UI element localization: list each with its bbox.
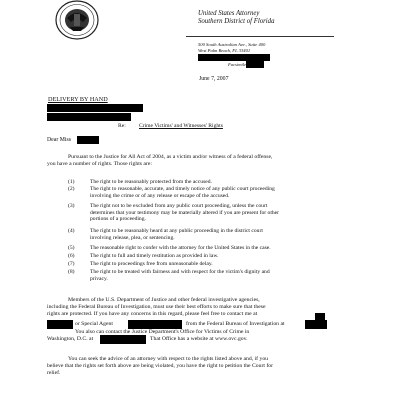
letterhead-divider	[186, 36, 334, 37]
para2-line-5: You also can contact the Justice Department's Office for Victims of Crime in	[75, 329, 250, 335]
redacted-agent-name	[128, 320, 182, 329]
para3-line-1: You can seek the advice of an attorney with respect to the rights listed above and, if you	[68, 356, 269, 362]
right-number: (5)	[68, 245, 75, 251]
para2-washington: Washington, D.C. at	[47, 336, 94, 342]
address-line-2: West Palm Beach, FL 33401	[198, 48, 251, 53]
para3-line-2: believe that the rights set forth above are being violated, you have the right to petition the Court for	[47, 363, 274, 369]
intro-line-2: you have a number of rights. Those rights are:	[47, 161, 152, 167]
para2-fbi: from the Federal Bureau of Investigation at	[186, 321, 285, 327]
redacted-phone	[198, 54, 270, 61]
facsimile-label: Facsimile	[228, 62, 247, 67]
right-number: (7)	[68, 261, 75, 267]
right-text: determines that your testimony may be materially altered if you are present for other	[90, 209, 280, 216]
right-text: privacy.	[90, 276, 108, 282]
redacted-fbi-phone	[305, 320, 327, 329]
re-label: Re:	[118, 123, 126, 129]
right-number: (1)	[68, 179, 75, 185]
salutation: Dear Miss	[47, 137, 71, 143]
right-number: (8)	[68, 269, 75, 275]
right-text: The right to be reasonably heard at any public proceeding in the district court	[90, 228, 263, 234]
intro-line-1: Pursuant to the Justice for All Act of 2004, as a victim and/or witness of a federal offense,	[68, 154, 273, 160]
office-title: United States Attorney	[198, 10, 260, 17]
right-text: The right to proceedings free from unreasonable delay.	[90, 261, 213, 267]
para3-line-3: relief.	[47, 370, 61, 376]
right-text: The right to be treated with fairness and with respect for the victim's dignity and	[90, 269, 270, 275]
right-number: (2)	[68, 186, 75, 192]
right-text: involving release, plea, or sentencing.	[90, 234, 175, 241]
redacted-phone-number	[47, 320, 73, 329]
para2-line-1: Members of the U.S. Department of Justice and other federal investigative agencies,	[68, 297, 260, 303]
right-text: The right to reasonable, accurate, and timely notice of any public court proceeding	[90, 186, 275, 192]
right-number: (6)	[68, 253, 75, 259]
right-text: The reasonable right to confer with the attorney for the United States in the case.	[90, 245, 271, 251]
redacted-recipient-name	[47, 104, 143, 112]
right-text: The right not to be excluded from any public court proceeding, unless the court	[90, 203, 268, 209]
delivery-method: DELIVERY BY HAND	[48, 96, 108, 103]
redacted-fax	[246, 61, 264, 68]
letter-date: June 7, 2007	[199, 76, 229, 82]
para2-line-2: including the Federal Bureau of Investigation, must use their best efforts to make sure that these	[47, 304, 266, 310]
right-text: involving the crime or of any release or escape of the accused.	[90, 192, 230, 199]
right-number: (4)	[68, 228, 75, 234]
right-text: The right to be reasonably protected from the accused.	[90, 179, 212, 185]
para2-line-3: rights are protected. If you have any concerns in this regard, please feel free to contact me at	[47, 311, 258, 317]
redacted-ovc-phone	[100, 335, 146, 344]
address-line-1: 500 South Australian Ave., Suite 400	[198, 42, 266, 47]
right-text: The right to full and timely restitution as provided in law.	[90, 253, 219, 259]
department-of-justice-seal	[55, 0, 99, 40]
redacted-recipient-address	[47, 113, 131, 121]
re-subject: Crime Victims' and Witnesses' Rights	[139, 123, 223, 129]
para2-website: That Office has a website at www.ovc.gov.	[150, 336, 248, 342]
right-text: portions of a proceeding.	[90, 216, 146, 222]
para2-special-agent: or Special Agent	[75, 321, 113, 327]
right-number: (3)	[68, 203, 75, 209]
redacted-salutation-name	[77, 136, 99, 144]
office-district: Southern District of Florida	[198, 18, 275, 25]
